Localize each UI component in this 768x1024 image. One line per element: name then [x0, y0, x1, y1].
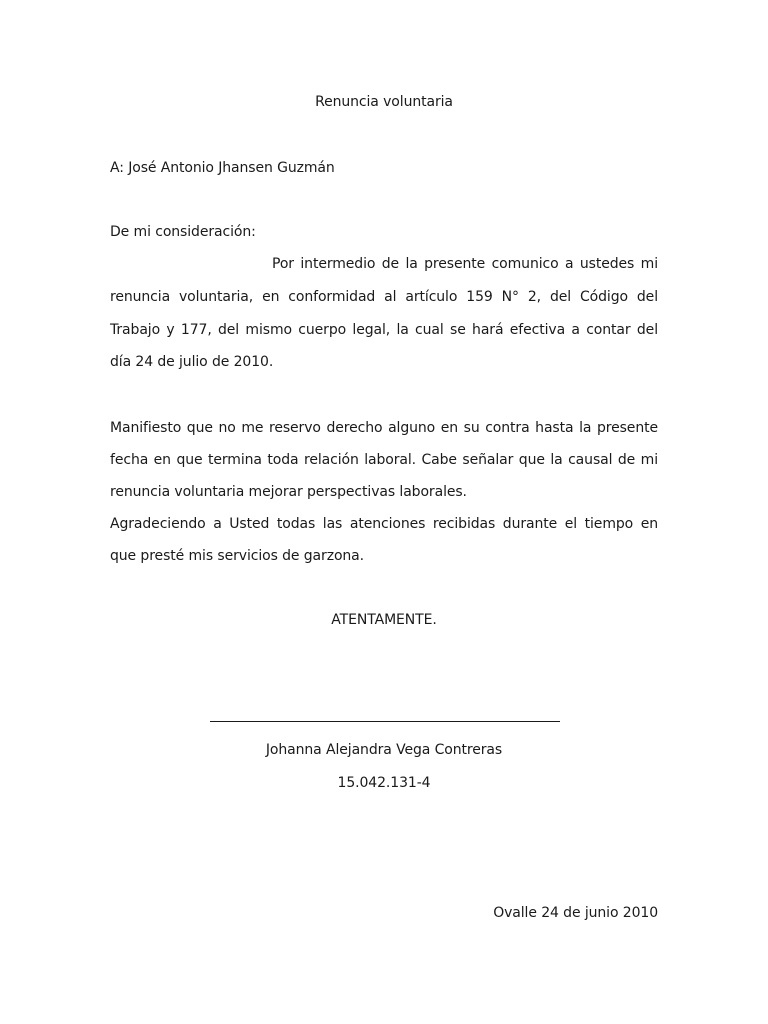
paragraph-1-line: día 24 de julio de 2010. — [110, 354, 274, 370]
paragraph-2-line: renuncia voluntaria mejorar perspectivas laborales. — [110, 484, 467, 500]
paragraph-2-line: que presté mis servicios de garzona. — [110, 548, 365, 564]
signature-line — [210, 721, 560, 722]
signer-id: 15.042.131-4 — [337, 775, 431, 791]
document-title: Renuncia voluntaria — [315, 94, 453, 110]
closing: ATENTAMENTE. — [331, 612, 437, 628]
paragraph-2-line: fecha en que termina toda relación laboral. Cabe señalar que la causal de mi — [110, 452, 658, 468]
paragraph-1-line: renuncia voluntaria, en conformidad al artículo 159 N° 2, del Código del — [110, 289, 658, 305]
paragraph-1-line: Trabajo y 177, del mismo cuerpo legal, la cual se hará efectiva a contar del — [110, 322, 658, 338]
signer-name: Johanna Alejandra Vega Contreras — [265, 742, 503, 758]
addressee: A: José Antonio Jhansen Guzmán — [110, 160, 335, 176]
paragraph-2-line: Agradeciendo a Usted todas las atenciones recibidas durante el tiempo en — [110, 516, 658, 532]
salutation: De mi consideración: — [110, 224, 256, 240]
paragraph-2-line: Manifiesto que no me reservo derecho alguno en su contra hasta la presente — [110, 420, 658, 436]
place-date: Ovalle 24 de junio 2010 — [493, 905, 658, 921]
paragraph-1-line: Por intermedio de la presente comunico a ustedes mi — [272, 256, 658, 272]
